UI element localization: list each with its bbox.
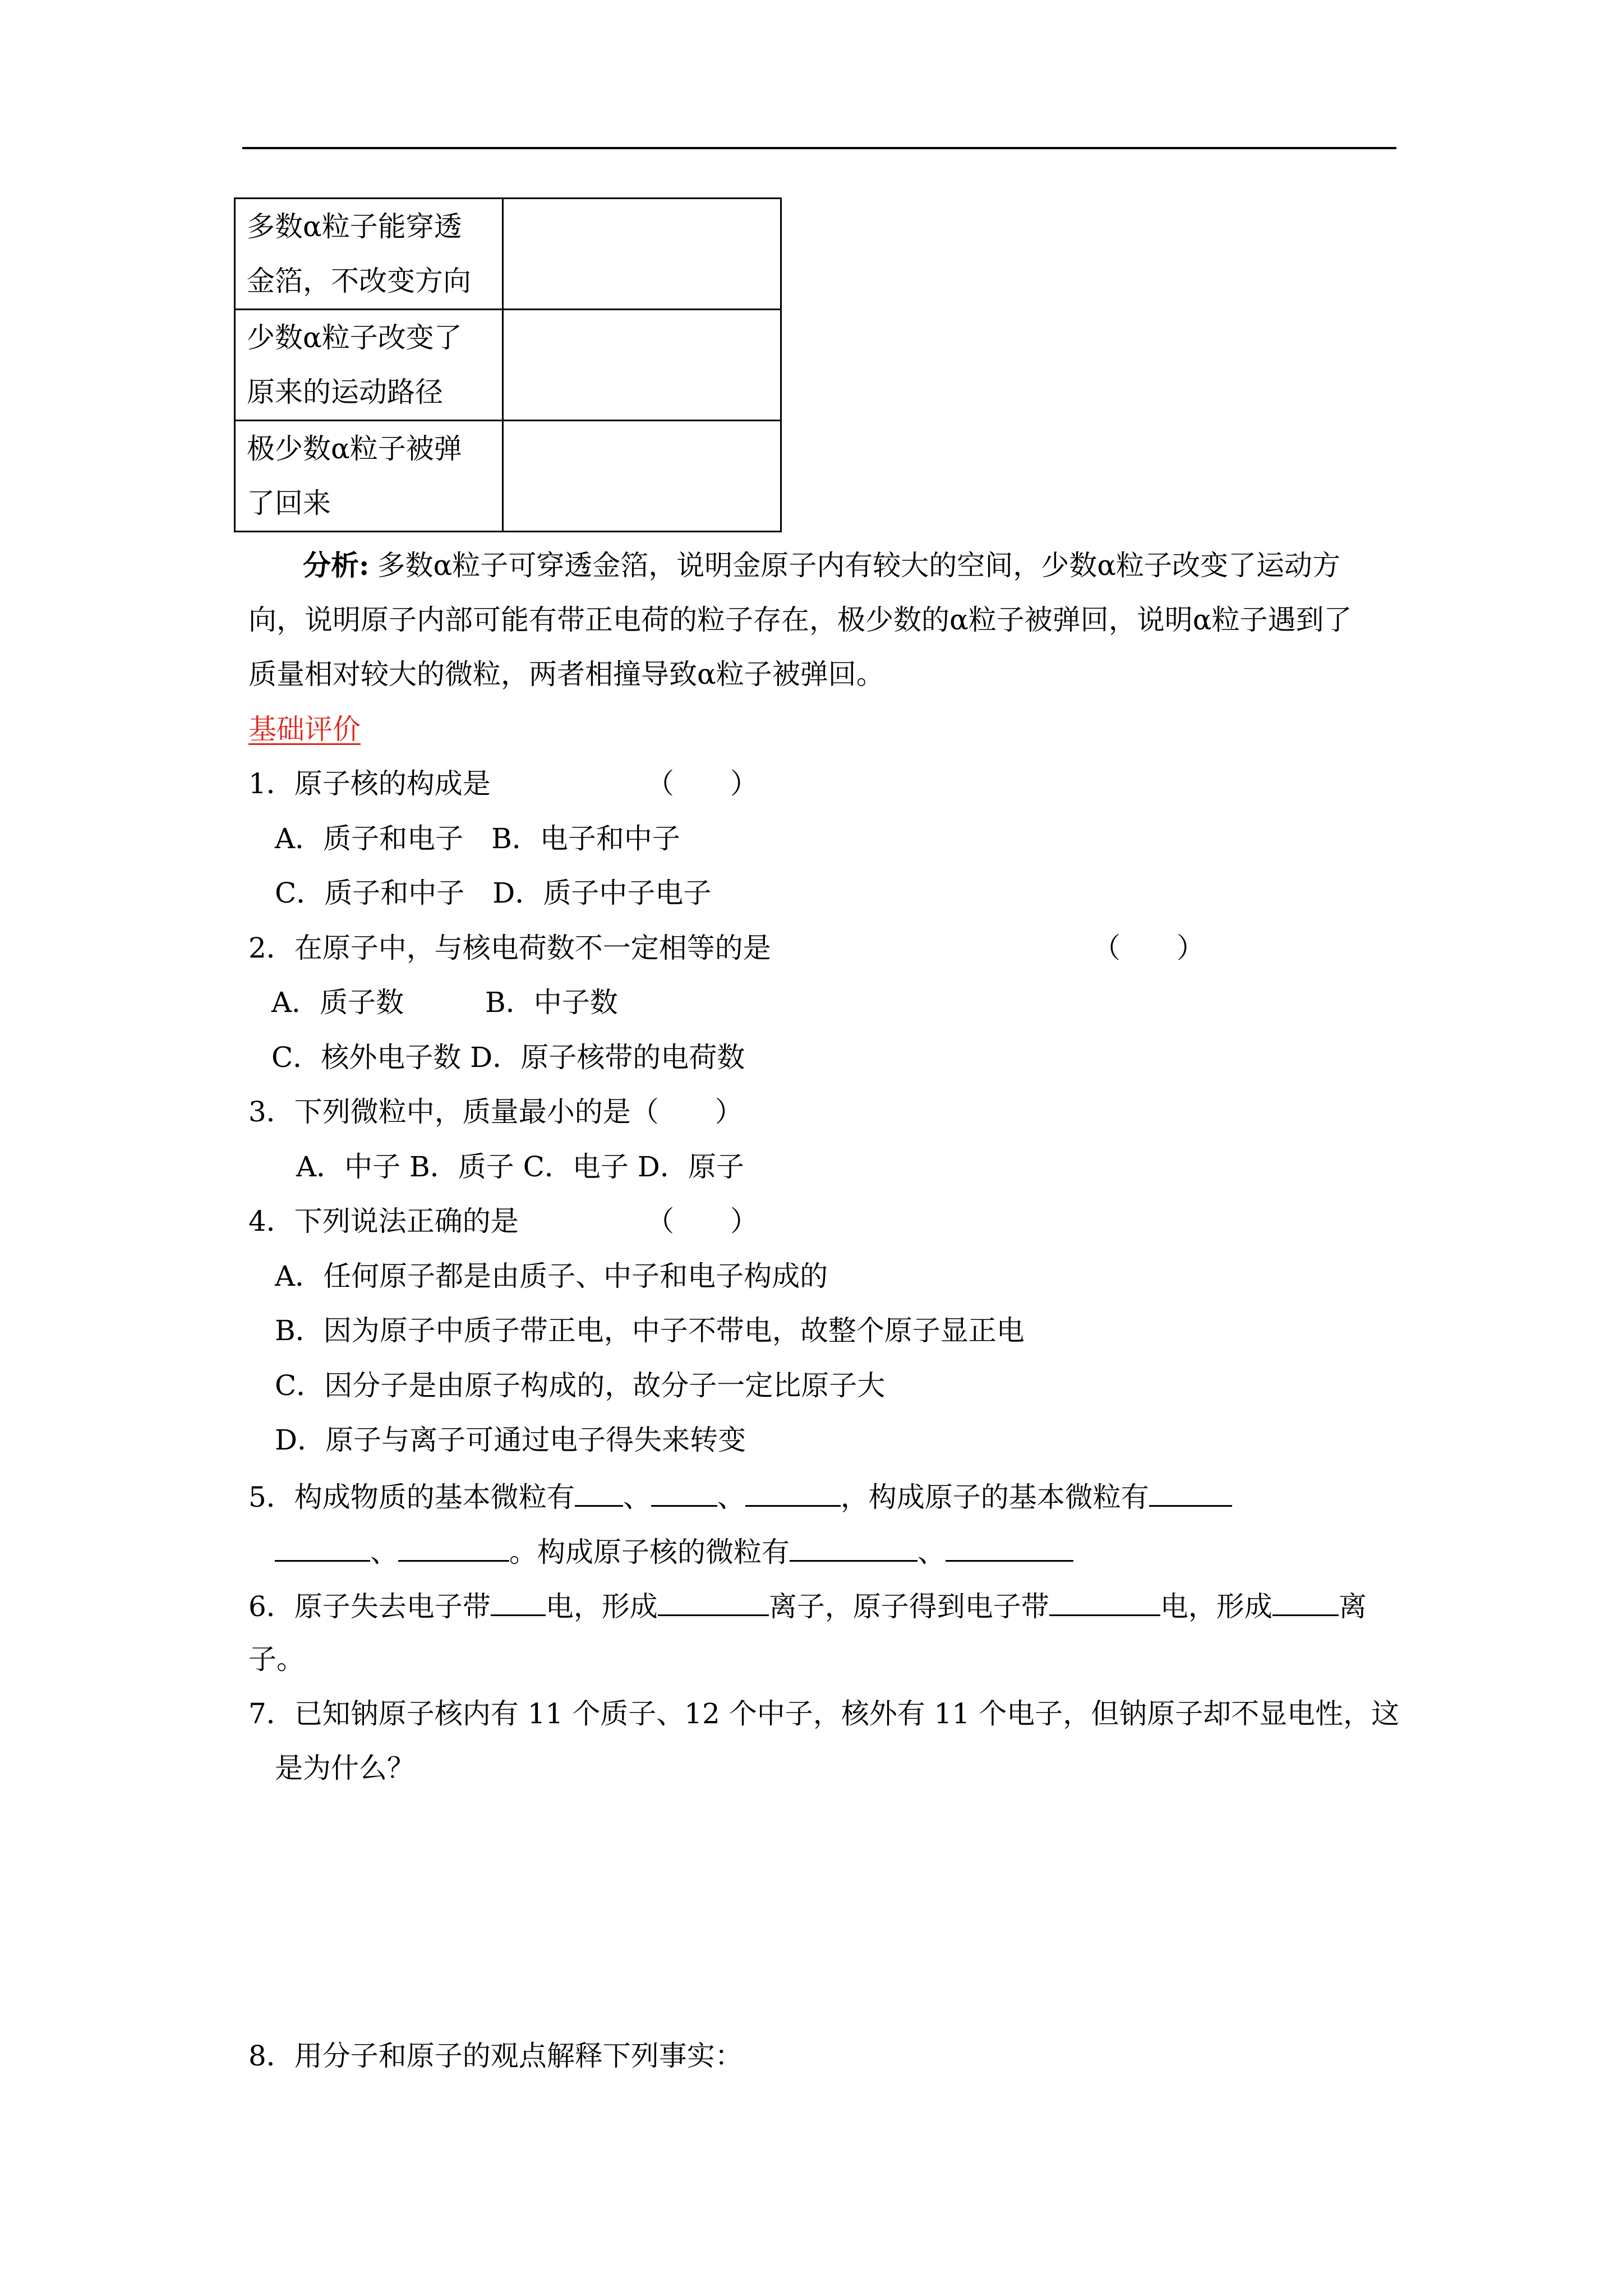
question-2-stem: 2．在原子中，与核电荷数不一定相等的是: [248, 932, 771, 964]
question-7-line-2: 是为什么？: [275, 1752, 415, 1784]
question-6-line-1: [248, 1588, 1367, 1623]
fill-blank[interactable]: [745, 1478, 841, 1507]
question-6-line-2: 子。: [248, 1643, 305, 1676]
fill-blank[interactable]: [651, 1478, 717, 1507]
fill-blank[interactable]: [1049, 1588, 1160, 1616]
question-4-option-b: B．因为原子中质子带正电，中子不带电，故整个原子显正电: [275, 1314, 1025, 1347]
question-2-option-a: A．质子数: [271, 986, 404, 1019]
question-4-stem: 4．下列说法正确的是: [248, 1205, 519, 1237]
fill-blank[interactable]: [1272, 1588, 1339, 1616]
separator: 、: [370, 1536, 398, 1568]
section-title: 基础评价: [248, 713, 361, 746]
observation-table: [234, 197, 782, 532]
fill-blank[interactable]: [790, 1533, 917, 1562]
separator: 、: [623, 1481, 651, 1513]
question-6-text: 离子，原子得到电子带: [768, 1590, 1049, 1623]
analysis-label: 分析:: [303, 549, 370, 582]
question-4-option-c: C．因分子是由原子构成的，故分子一定比原子大: [275, 1369, 886, 1402]
question-4-option-d: D．原子与离子可通过电子得失来转变: [275, 1424, 746, 1456]
question-2-options-cd: C．核外电子数 D．原子核带的电荷数: [271, 1041, 745, 1074]
table-row: [235, 421, 781, 532]
question-5-text: 。构成原子核的微粒有: [509, 1536, 790, 1568]
question-3-options: A．中子 B．质子 C．电子 D．原子: [296, 1151, 744, 1183]
fill-blank[interactable]: [575, 1478, 623, 1507]
question-4-option-a: A．任何原子都是由质子、中子和电子构成的: [275, 1260, 828, 1292]
table-cell-phenomenon: 少数α粒子改变了 原来的运动路径: [235, 310, 503, 421]
question-3-stem: 3．下列微粒中，质量最小的是（ ）: [248, 1096, 743, 1128]
fill-blank[interactable]: [398, 1533, 509, 1562]
fill-blank[interactable]: [946, 1533, 1073, 1562]
question-2-option-b: B．中子数: [485, 986, 618, 1019]
table-cell-phenomenon: 多数α粒子能穿透 金箔，不改变方向: [235, 199, 503, 310]
question-7-line-1: 7．已知钠原子核内有 11 个质子、12 个中子，核外有 11 个电子，但钠原子却不显电性，这: [248, 1697, 1400, 1730]
question-1-stem: 1．原子核的构成是: [248, 767, 491, 800]
table-cell-explanation[interactable]: [502, 310, 781, 421]
analysis-line-3: 质量相对较大的微粒，两者相撞导致α粒子被弹回。: [248, 658, 884, 691]
analysis-line-1: [303, 549, 1340, 582]
table-cell-phenomenon: 极少数α粒子被弹 了回来: [235, 421, 503, 532]
question-5-text: ，构成原子的基本微粒有: [840, 1481, 1149, 1513]
separator: 、: [717, 1481, 745, 1513]
separator: 、: [917, 1536, 946, 1568]
question-5-line-2: [275, 1533, 1073, 1569]
question-1-options-ab: A．质子和电子 B．电子和中子: [275, 822, 680, 855]
analysis-line-2: 向，说明原子内部可能有带正电荷的粒子存在，极少数的α粒子被弹回，说明α粒子遇到了: [248, 604, 1352, 636]
table-row: [235, 199, 781, 310]
analysis-text: 多数α粒子可穿透金箔，说明金原子内有较大的空间，少数α粒子改变了运动方: [377, 549, 1340, 582]
question-1-answer-paren[interactable]: （ ）: [646, 767, 758, 800]
fill-blank[interactable]: [491, 1588, 546, 1616]
question-4-answer-paren[interactable]: （ ）: [646, 1205, 758, 1237]
table-cell-explanation[interactable]: [502, 199, 781, 310]
question-6-text: 电，形成: [545, 1590, 658, 1623]
table-cell-explanation[interactable]: [502, 421, 781, 532]
question-1-options-cd: C．质子和中子 D．质子中子电子: [275, 877, 712, 909]
table-row: [235, 310, 781, 421]
question-2-answer-paren[interactable]: （ ）: [1092, 932, 1205, 964]
question-8-stem: 8．用分子和原子的观点解释下列事实：: [248, 2040, 743, 2072]
fill-blank[interactable]: [275, 1533, 370, 1562]
fill-blank[interactable]: [658, 1588, 769, 1616]
question-6-text: 离: [1338, 1590, 1367, 1623]
header-rule: [242, 147, 1396, 149]
fill-blank[interactable]: [1149, 1478, 1232, 1507]
question-5-line-1: [248, 1478, 1232, 1514]
question-6-text: 电，形成: [1160, 1590, 1272, 1623]
question-6-text: 6．原子失去电子带: [248, 1590, 491, 1623]
question-5-text: 5．构成物质的基本微粒有: [248, 1481, 575, 1513]
